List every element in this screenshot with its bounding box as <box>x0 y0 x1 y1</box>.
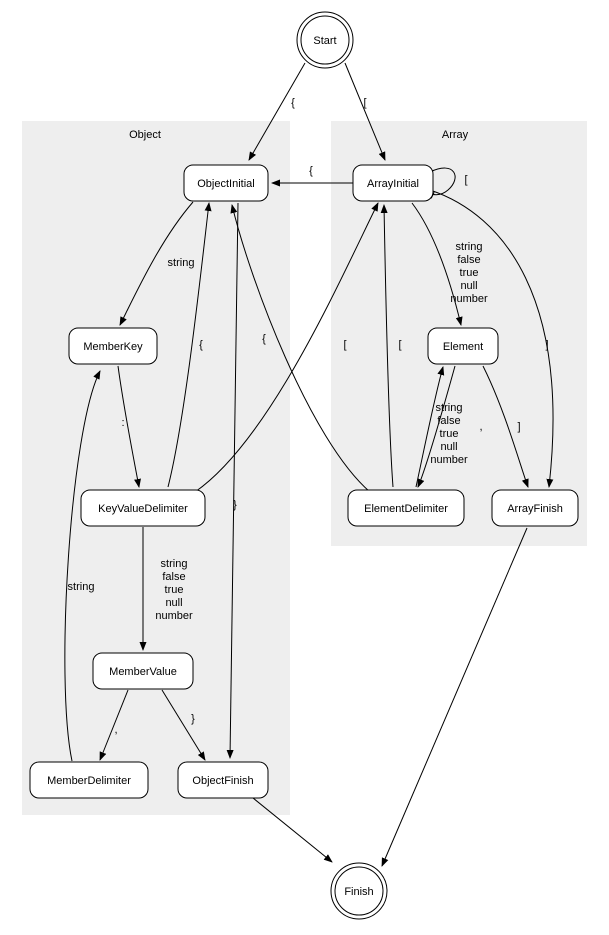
edge-label-array-element: string false true null number <box>450 241 488 305</box>
node-label-element_delimiter: ElementDelimiter <box>364 502 448 515</box>
node-label-object_finish: ObjectFinish <box>192 774 254 787</box>
edge-label-array-object: { <box>309 165 313 177</box>
edge-label-array-arrayfinish: ] <box>545 339 549 351</box>
edge-label-membervalue-objectfinish: } <box>191 713 195 725</box>
edge-label-array-array-self: [ <box>464 174 468 186</box>
edge-label-start-array: [ <box>363 97 367 109</box>
node-array_initial[interactable] <box>353 165 433 201</box>
node-object_initial[interactable] <box>184 165 268 201</box>
edge-label-membervalue-memberdelimiter: , <box>114 724 118 736</box>
node-key_value_delimiter[interactable] <box>81 490 205 526</box>
edge-label-kvd-membervalue: string false true null number <box>155 558 193 622</box>
node-label-member_value: MemberValue <box>109 665 177 678</box>
node-label-key_value_delimiter: KeyValueDelimiter <box>98 502 188 515</box>
edge-label-elementdelimiter-element: string false true null number <box>430 402 468 466</box>
node-member_value[interactable] <box>93 653 193 689</box>
edge-label-element-elementdelimiter: , <box>479 421 483 433</box>
node-element[interactable] <box>428 328 498 364</box>
node-start[interactable] <box>297 12 353 68</box>
cluster-label-object: Object <box>129 129 161 141</box>
node-label-finish: Finish <box>344 885 374 898</box>
node-label-object_initial: ObjectInitial <box>197 177 255 190</box>
node-finish[interactable] <box>331 863 387 919</box>
cluster-label-array: Array <box>441 129 469 141</box>
node-label-array_finish: ArrayFinish <box>507 502 563 515</box>
edge-label-elementdelimiter-object: { <box>262 333 266 345</box>
node-label-start: Start <box>313 34 337 47</box>
node-array_finish[interactable] <box>492 490 578 526</box>
node-label-array_initial: ArrayInitial <box>367 177 419 190</box>
node-member_key[interactable] <box>69 328 157 364</box>
edge-label-start-object: { <box>291 97 295 109</box>
node-member_delimiter[interactable] <box>30 762 148 798</box>
edge-objectfinish-finish <box>253 798 332 862</box>
edge-label-element-arrayfinish: ] <box>517 421 521 433</box>
cluster-object <box>22 121 290 815</box>
edge-label-elementdelimiter-array: [ <box>398 339 402 351</box>
edge-arrayfinish-finish <box>382 528 527 866</box>
node-label-member_key: MemberKey <box>83 340 143 353</box>
edge-label-kvd-array: [ <box>343 339 347 351</box>
edge-label-object-objectfinish: } <box>233 499 237 511</box>
edge-label-object-memberkey: string <box>167 257 195 269</box>
cluster-group <box>22 121 587 815</box>
node-label-member_delimiter: MemberDelimiter <box>47 774 131 787</box>
edge-label-memberdelimiter-memberkey: string <box>67 581 95 593</box>
node-label-element: Element <box>442 340 484 353</box>
edge-label-memberkey-kvd: : <box>121 417 125 429</box>
node-object_finish[interactable] <box>178 762 268 798</box>
edge-label-kvd-object: { <box>199 339 203 351</box>
node-element_delimiter[interactable] <box>348 490 464 526</box>
